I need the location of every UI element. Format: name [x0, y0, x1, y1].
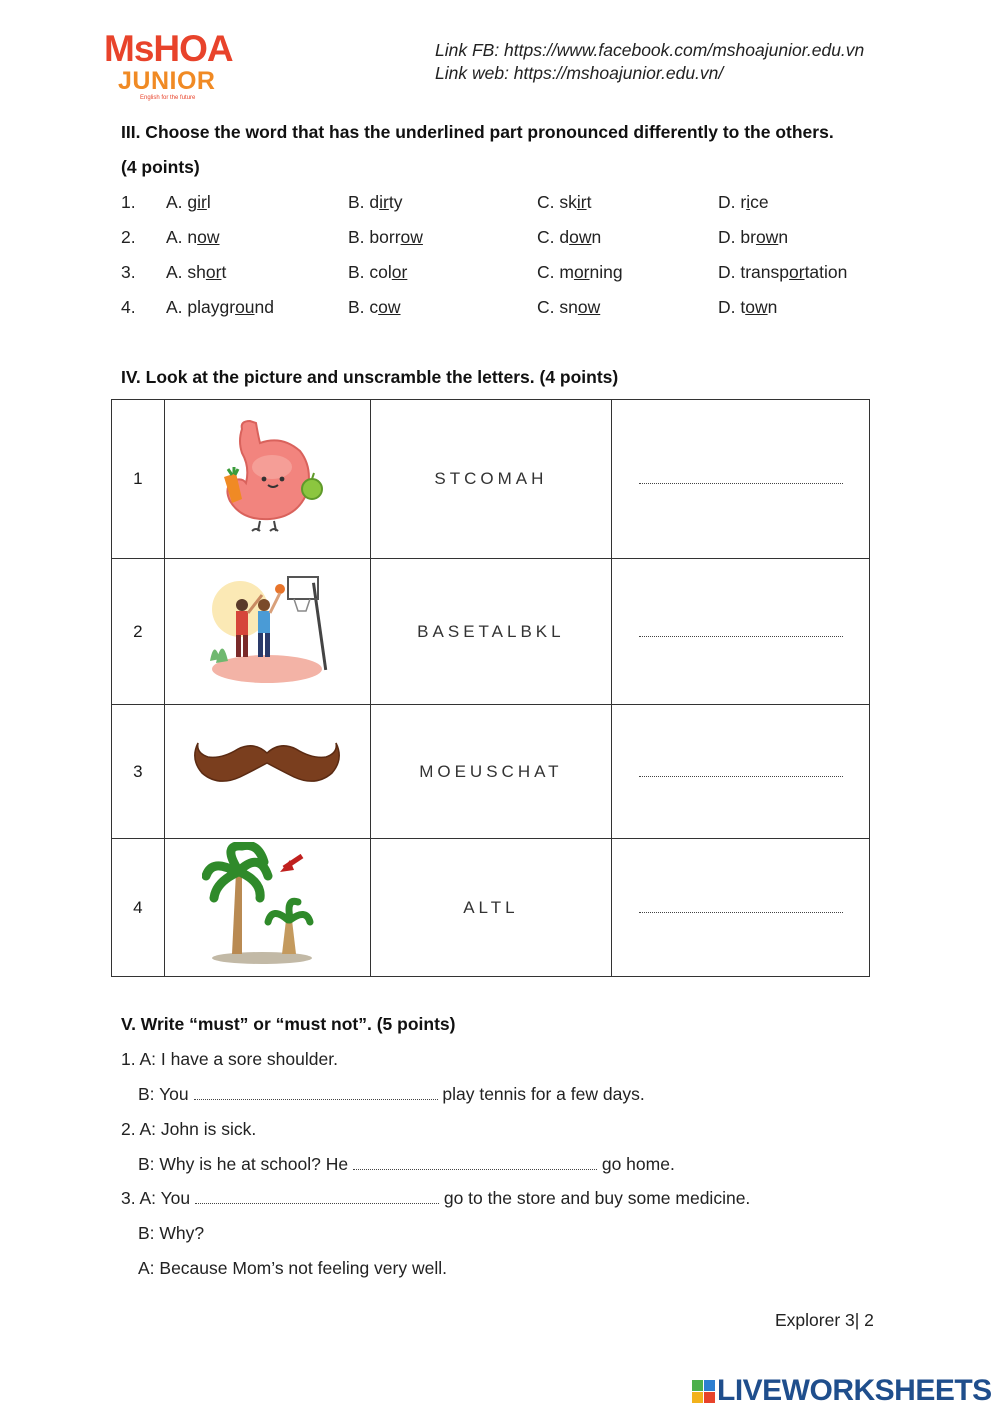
page-number: Explorer 3| 2 [775, 1310, 874, 1330]
section4-title: IV. Look at the picture and unscramble the letters. (4 points) [121, 367, 619, 387]
header-links [435, 39, 864, 85]
section5-title: V. Write “must” or “must not”. (5 points) [121, 1014, 456, 1034]
row-number: 3 [112, 705, 165, 839]
s5-line5: 3. A: You go to the store and buy some medicine. [121, 1188, 751, 1208]
q1-option-b: B. dirty [348, 192, 403, 212]
q3-number: 3. [121, 262, 136, 282]
s5-blank3[interactable] [195, 1194, 439, 1204]
logo-line1: MsHOA [104, 28, 233, 69]
s5-blank2[interactable] [353, 1160, 597, 1170]
liveworksheets-logo [692, 1374, 992, 1408]
table-row [112, 400, 870, 559]
s5-line7: A: Because Mom’s not feeling very well. [138, 1258, 447, 1278]
q2-option-c: C. down [537, 227, 602, 247]
q2-option-b: B. borrow [348, 227, 423, 247]
q4-number: 4. [121, 297, 136, 317]
q4-option-d: D. town [718, 297, 778, 317]
table-row [112, 839, 870, 977]
answer-dotted-line[interactable] [639, 474, 843, 484]
scrambled-letters: ALTL [370, 839, 612, 977]
row-number: 4 [112, 839, 165, 977]
basketball-players-icon [202, 569, 332, 689]
s5-line3: 2. A: John is sick. [121, 1119, 257, 1139]
table-row [112, 705, 870, 839]
scrambled-letters: STCOMAH [370, 400, 612, 559]
q1-number: 1. [121, 192, 136, 212]
s5-line6: B: Why? [138, 1223, 205, 1243]
palm-trees-icon [202, 842, 332, 968]
answer-dotted-line[interactable] [639, 627, 843, 637]
facebook-link[interactable]: Link FB: https://www.facebook.com/mshoajunior.edu.vn [435, 40, 865, 60]
q3-option-d: D. transportation [718, 262, 848, 282]
scrambled-letters: BASETALBKL [370, 559, 612, 705]
answer-dotted-line[interactable] [639, 903, 843, 913]
palm-trees-picture [164, 839, 370, 977]
moustache-picture [164, 705, 370, 839]
moustache-icon [192, 739, 342, 799]
answer-dotted-line[interactable] [639, 767, 843, 777]
q3-option-c: C. morning [537, 262, 623, 282]
q3-option-a: A. short [166, 262, 227, 282]
logo-line2: JUNIOR [118, 67, 216, 95]
section3-points: (4 points) [121, 157, 200, 177]
answer-blank[interactable] [612, 705, 870, 839]
q1-option-a: A. girl [166, 192, 211, 212]
answer-blank[interactable] [612, 559, 870, 705]
unscramble-table [111, 399, 870, 977]
s5-blank1[interactable] [194, 1090, 438, 1100]
s5-line4: B: Why is he at school? He go home. [138, 1154, 675, 1174]
s5-line1: 1. A: I have a sore shoulder. [121, 1049, 338, 1069]
logo-tagline: English for the future [140, 95, 196, 101]
row-number: 1 [112, 400, 165, 559]
table-row [112, 559, 870, 705]
q4-option-b: B. cow [348, 297, 401, 317]
q2-option-a: A. now [166, 227, 220, 247]
q1-option-c: C. skirt [537, 192, 592, 212]
q4-option-c: C. snow [537, 297, 601, 317]
section3-title: III. Choose the word that has the underlined part pronounced differently to the others. [121, 122, 834, 142]
q2-number: 2. [121, 227, 136, 247]
row-number: 2 [112, 559, 165, 705]
q4-option-a: A. playground [166, 297, 274, 317]
q2-option-d: D. brown [718, 227, 789, 247]
basketball-picture [164, 559, 370, 705]
answer-blank[interactable] [612, 400, 870, 559]
stomach-icon [202, 417, 332, 537]
q1-option-d: D. rice [718, 192, 769, 212]
website-link[interactable]: Link web: https://mshoajunior.edu.vn/ [435, 63, 724, 83]
liveworksheets-cube-icon [692, 1380, 714, 1402]
liveworksheets-brand: LIVEWORKSHEETS [717, 1374, 992, 1407]
mshoa-junior-logo [104, 30, 244, 105]
stomach-picture [164, 400, 370, 559]
q3-option-b: B. color [348, 262, 408, 282]
s5-line2: B: You play tennis for a few days. [138, 1084, 645, 1104]
scrambled-letters: MOEUSCHAT [370, 705, 612, 839]
answer-blank[interactable] [612, 839, 870, 977]
